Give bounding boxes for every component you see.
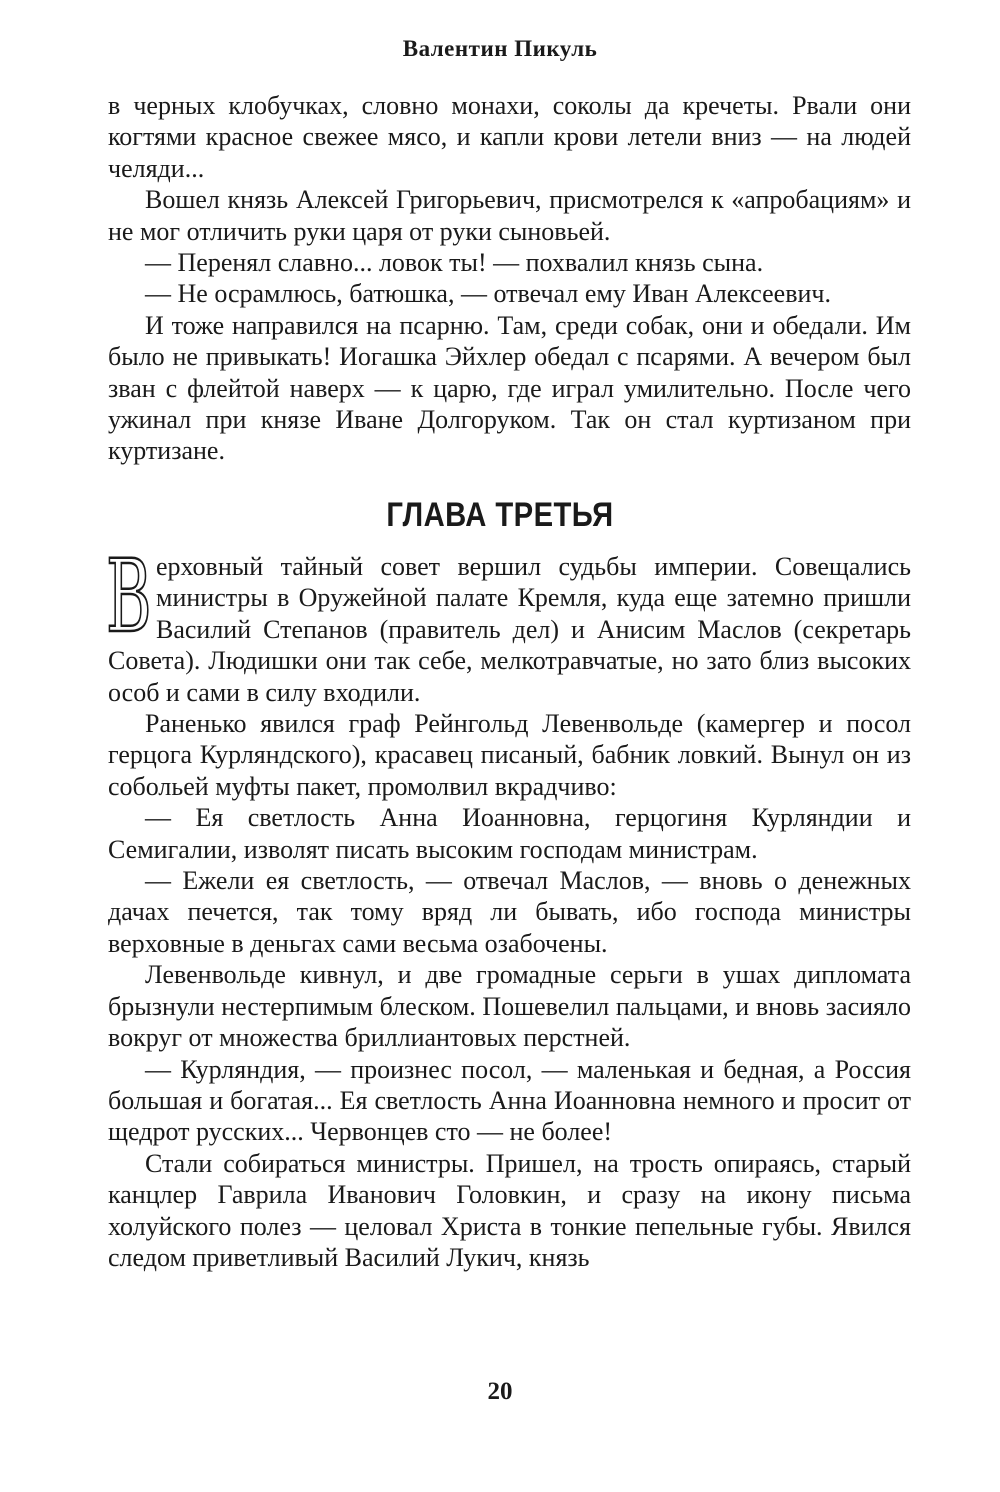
opening-paragraph-text: ерховный тайный совет вершил судьбы империи. Совещались министры в Оружейной палате Кремля, куда еще затемно пришли Василий Степанов (правитель дел) и Анисим Маслов (секретарь Совета). Людишки они так себе, мелкотравчатые, но зато близ высоких особ и сами в силу входили. (108, 552, 911, 707)
chapter-title: ГЛАВА ТРЕТЬЯ (386, 496, 614, 534)
paragraph: Левенвольде кивнул, и две громадные серьги в ушах дипломата брызнули нестерпимым блеском. Пошевелил пальцами, и вновь засияло вокруг от множества бриллиантовых перстней. (108, 960, 911, 1053)
chapter-opening-paragraph (106, 538, 911, 708)
body-text-top (108, 90, 911, 467)
paragraph: — Ежели ея светлость, — отвечал Маслов, — вновь о денежных дачах печется, так тому вряд ли бывать, ибо господа министры верховные в деньгах сами весьма озабочены. (108, 866, 911, 958)
paragraph: И тоже направился на псарню. Там, среди собак, они и обедали. Им было не привыкать! Иогашка Эйхлер обедал с псарями. А вечером был зван с флейтой наверх — к царю, где играл умилительно. После чего ужинал при князе Иване Долгоруком. Так он стал куртизаном при куртизане. (108, 310, 911, 466)
paragraph: Стали собираться министры. Пришел, на трость опираясь, старый канцлер Гаврила Иванович Головкин, и сразу на икону письма холуйского полез — целовал Христа в тонкие пепельные губы. Явился следом приветливый Василий Лукич, князь (108, 1148, 911, 1272)
drop-cap-letter: В (106, 538, 152, 655)
paragraph: Раненько явился граф Рейнгольд Левенвольде (камергер и посол герцога Курляндского), красавец писаный, бабник ловкий. Вынул он из собольей муфты пакет, промолвил вкрадчиво: (108, 709, 911, 801)
paragraph: — Не осрамлюсь, батюшка, — отвечал ему Иван Алексеевич. (145, 279, 831, 309)
paragraph: — Курляндия, — произнес посол, — маленькая и бедная, а Россия большая и богатая... Ея светлость Анна Иоанновна немного и просит от щедрот русских... Червонцев сто — не более! (108, 1054, 911, 1147)
paragraph: Вошел князь Алексей Григорьевич, присмотрелся к «апробациям» и не мог отличить руки царя от руки сыновьей. (108, 185, 911, 246)
paragraph: в черных клобучках, словно монахи, соколы да кречеты. Рвали они когтями красное свежее мясо, и капли крови летели вниз — на людей челяди... (108, 91, 911, 183)
paragraph: — Перенял славно... ловок ты! — похвалил князь сына. (145, 248, 764, 278)
running-header: Валентин Пикуль (402, 36, 598, 61)
paragraph: — Ея светлость Анна Иоанновна, герцогиня Курляндии и Семигалии, изволят писать высоким господам министрам. (108, 803, 911, 864)
chapter-body-text (106, 538, 911, 1273)
page-number: 20 (487, 1378, 513, 1405)
